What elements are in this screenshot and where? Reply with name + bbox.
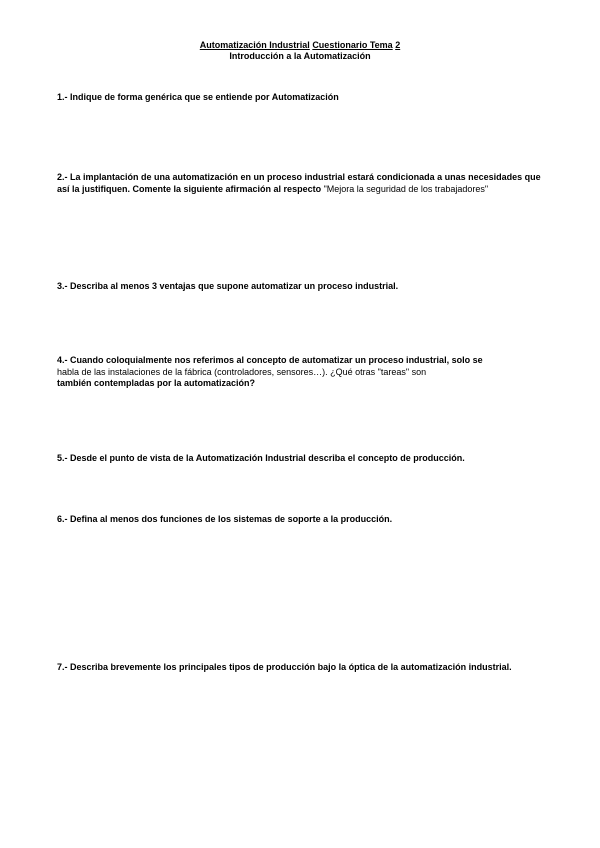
question-6-text: 6.- Defina al menos dos funciones de los sistemas de soporte a la producción. — [57, 514, 393, 524]
question-7-text: 7.- Describa brevemente los principales tipos de producción bajo la óptica de la automatización industrial. — [57, 662, 512, 672]
document-header — [0, 40, 600, 62]
question-3-text: 3.- Describa al menos 3 ventajas que supone automatizar un proceso industrial. — [57, 281, 399, 291]
title-questionnaire: Cuestionario Tema — [312, 40, 393, 50]
question-6 — [57, 514, 545, 526]
title-subject: Automatización Industrial — [199, 40, 310, 50]
question-1 — [57, 92, 545, 104]
question-4-line-1: 4.- Cuando coloquialmente nos referimos al concepto de automatizar un proceso industrial, solo se — [57, 355, 483, 365]
question-2-text: 2.- La implantación de una automatización en un proceso industrial estará condicionada a unas necesidades que así la justifiquen. Comente la siguiente afirmación al respecto — [57, 172, 541, 194]
question-5 — [57, 453, 545, 465]
question-4-line-2: habla de las instalaciones de la fábrica (controladores, sensores…). ¿Qué otras "tareas" son — [57, 366, 427, 377]
question-7 — [57, 662, 545, 674]
question-5-text: 5.- Desde el punto de vista de la Automatización Industrial describa el concepto de producción. — [57, 453, 465, 463]
question-3 — [57, 281, 545, 293]
title-topic-number: 2 — [395, 40, 401, 50]
document-subtitle: Introducción a la Automatización — [229, 51, 371, 61]
question-2 — [57, 172, 545, 195]
question-4 — [57, 355, 545, 390]
document-title — [0, 40, 600, 51]
question-1-text: 1.- Indique de forma genérica que se entiende por Automatización — [57, 92, 339, 102]
question-2-quote: "Mejora la seguridad de los trabajadores" — [323, 183, 489, 194]
question-4-line-3: también contempladas por la automatización? — [57, 378, 256, 388]
